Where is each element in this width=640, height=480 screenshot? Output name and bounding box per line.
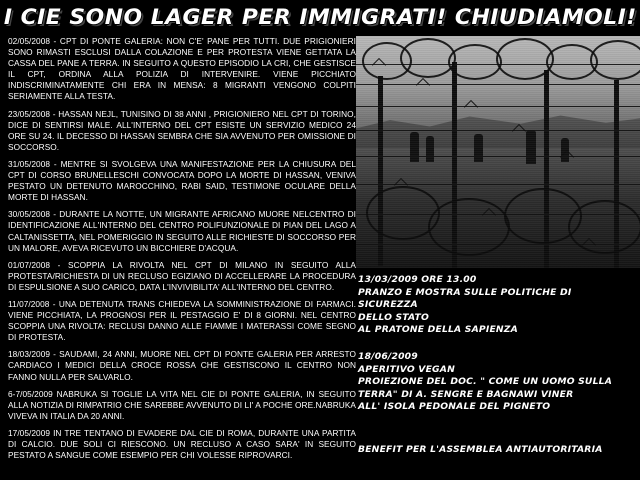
- event-line: PROIEZIONE DEL DOC. " COME UN UOMO SULLA: [358, 376, 613, 388]
- fence-post: [378, 76, 383, 266]
- chronology-paragraph: 11/07/2008 - UNA DETENUTA TRANS CHIEDEVA LA SOMMINISTRAZIONE DI FARMACI. VIENE PICCHIATA, LA PROGNOSI PER IL PESTAGGIO E' DI 8 GIORNI. NEL CENTRO SCOPPIA UNA RIVOLTA: RECLUSI DANNO ALLE FIAMME I MATERASSI COME SEGNO DI PROTESTA.: [8, 298, 356, 343]
- event-line: PRANZO E MOSTRA SULLE POLITICHE DI SICUREZZA: [358, 286, 572, 311]
- event-line: APERITIVO VEGAN: [358, 363, 455, 375]
- event-date: 13/03/2009 ORE 13.00: [358, 274, 477, 285]
- razor-wire-coil: [428, 198, 510, 256]
- event-line: TERRA" DI A. SENGRE E BAGNAWI VINER: [358, 388, 574, 400]
- chronology-paragraph: 23/05/2008 - HASSAN NEJL, TUNISINO DI 38 ANNI , PRIGIONIERO NEL CPT DI TORINO, DICE DI SENTIRSI MALE. ALL'INTERNO DEL CPT ESISTE UN SERVIZIO MEDICO 24 ORE SU 24. IL DECESSO DI HASSAN SEMBRA CHE SIA AVVENUTO PER OMISSIONE DI SOCCORSO.: [8, 108, 356, 152]
- poster-title-bar: [0, 0, 640, 34]
- benefit-footer: [358, 444, 634, 457]
- razor-wire-coil: [590, 40, 640, 80]
- photo-figure: [410, 132, 419, 162]
- barbed-wire: [356, 84, 640, 85]
- photo-figure: [474, 134, 483, 162]
- chronology-paragraph: 17/05/2009 IN TRE TENTANO DI EVADERE DAL CIE DI ROMA, DURANTE UNA PARTITA DI CALCIO. DUE SOLI CI RIESCONO. UN RECLUSO A CASO SARA' IN SEGUITO PESTATO A SANGUE COME ESEMPIO PER CHI VOLESSE RIPROVARCI.: [8, 427, 356, 461]
- event-block-2: [358, 351, 634, 414]
- page-title: I CIE SONO LAGER PER IMMIGRATI! CHIUDIAMOLI!: [3, 5, 637, 29]
- event-date: 18/06/2009: [358, 350, 418, 362]
- event-line: DELLO STATO: [358, 311, 429, 323]
- photo-figure: [526, 130, 536, 164]
- barbed-wire: [356, 130, 640, 131]
- razor-wire-coil: [448, 44, 502, 80]
- benefit-text: BENEFIT PER L'ASSEMBLEA ANTIAUTORITARIA: [358, 444, 603, 455]
- chronology-text-column: [8, 36, 356, 476]
- chronology-paragraph: 31/05/2008 - MENTRE SI SVOLGEVA UNA MANIFESTAZIONE PER LA CHIUSURA DEL CPT DI CORSO BRUNELLESCHI CONVOCATA DOPO LA MORTE DI HASSAN, VENIVA PESTATO UN DETENUTO MAROCCHINO, RABI SAID, TESTIMONE OCULARE DELLA MORTE DI HASSAN.: [8, 158, 356, 203]
- chronology-paragraph: 6-7/05/2009 NABRUKA SI TOGLIE LA VITA NEL CIE DI PONTE GALERIA, IN SEGUITO ALLA NOTIZIA DI RIMPATRIO CHE SAREBBE AVVENUTO DI LI' A POCHE ORE.NABRUKA VIVEVA IN ITALIA DA 20 ANNI.: [8, 388, 356, 421]
- detention-centre-photo: [356, 36, 640, 268]
- chronology-paragraph: 30/05/2008 - DURANTE LA NOTTE, UN MIGRANTE AFRICANO MUORE NELCENTRO DI IDENTIFICAZIONE ALL'INTERNO DEL CENTRO POLIFUNZIONALE DI PIAN DEL LAGO A CALTANISSETTA, NEL POMERIGGIO IN SEGUITO ALLE RICHIESTE DI SOCCORSO PER UN MALORE, AVEVA RICEVUTO UN BICCHIERE D'ACQUA.: [8, 209, 356, 253]
- events-column: [358, 274, 634, 428]
- chronology-paragraph: 02/05/2008 - CPT DI PONTE GALERIA: NON C'E' PANE PER TUTTI. DUE PRIGIONIERI SONO RIMASTI ESCLUSI DALLA COLAZIONE E PER PROTESTA VIENE GETTATA LA CASSA DEL PANE A TERRA. IN SEGUITO A QUESTO EPISODIO LA CRI, CHE GESTISCE IL CPT, ORDINA ALLA POLIZIA DI INTERVENIRE. VIENE PICCHIATO INDISCRIMINATAMENTE CHI ERA IN MENSA: 8 MIGRANTI VENGONO COLPITI SERIAMENTE ALLA TESTA.: [8, 36, 356, 102]
- photo-figure: [426, 136, 434, 162]
- event-venue: AL PRATONE DELLA SAPIENZA: [358, 324, 518, 336]
- chronology-paragraph: 01/07/2008 - SCOPPIA LA RIVOLTA NEL CPT DI MILANO IN SEGUITO ALLA PROTESTA/RICHIESTA DI UN RECLUSO EGIZIANO DI ACCELLERARE LA PROCEDURA DI ESPULSIONE A SUO CARICO, DATA L'INVIVIBILITA' ALL'INTERNO DEL CENTRO.: [8, 259, 356, 292]
- barbed-wire: [356, 106, 640, 107]
- razor-wire-coil: [568, 200, 640, 254]
- chronology-paragraph: 18/03/2009 - SAUDAMI, 24 ANNI, MUORE NEL CPT DI PONTE GALERIA PER ARRESTO CARDIACO I MEDICI DELLA CROCE ROSSA CHE GESTISCONO IL CENTRO NON FANNO NULLA PER SALVARLO.: [8, 349, 356, 382]
- event-block-1: [358, 274, 634, 337]
- barbed-wire: [356, 156, 640, 157]
- event-venue: ALL' ISOLA PEDONALE DEL PIGNETO: [358, 401, 551, 413]
